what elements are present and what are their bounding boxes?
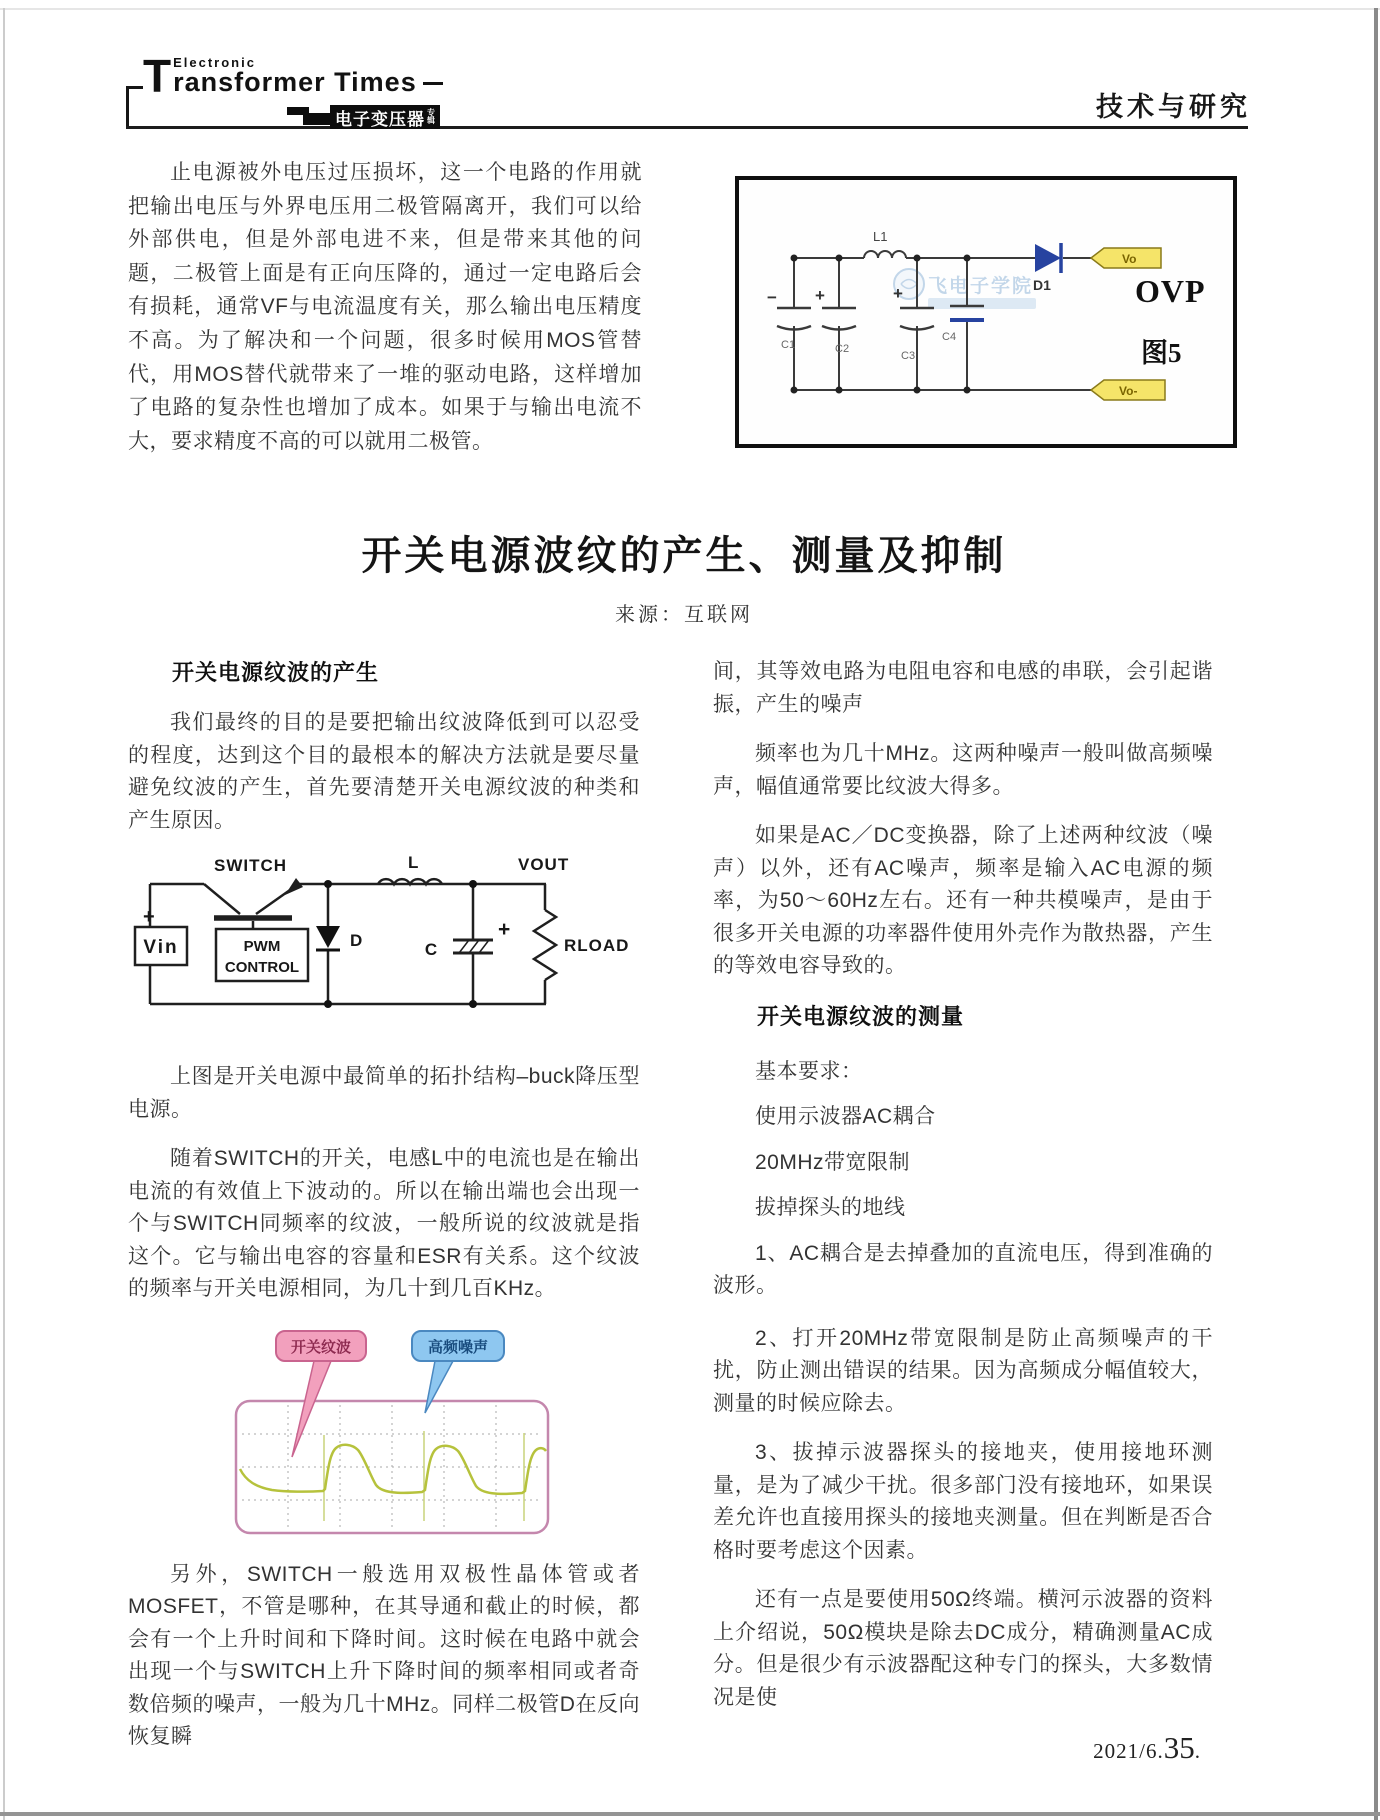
- heading-ripple-generation: 开关电源纹波的产生: [172, 660, 380, 685]
- ovp-label: OVP: [1135, 273, 1206, 309]
- magazine-logo: [143, 50, 443, 102]
- watermark-text: 飞电子学院: [928, 276, 1034, 297]
- requirement-item: 20MHz带宽限制: [755, 1150, 911, 1174]
- note-item: 1、AC耦合是去掉叠加的直流电压，得到准确的波形。: [713, 1241, 1213, 1297]
- cap3-label: C3: [901, 350, 916, 362]
- buck-converter-figure: [128, 854, 640, 1049]
- paragraph: 上图是开关电源中最简单的拓扑结构–buck降压型电源。: [128, 1065, 640, 1121]
- logo-end-dash: [423, 82, 443, 85]
- page-left-rule: [3, 8, 5, 1820]
- terminal-bottom-label: Vo-: [1119, 384, 1138, 398]
- junction-dots: [324, 880, 477, 1008]
- paragraph: 另外，SWITCH一般选用双极性晶体管或者MOSFET，不管是哪种，在其导通和截止的时候，都会有一个上升时间和下降时间。这时候在电路中就会出现一个与SWITCH上升下降时间的频率相同或者奇数倍频的噪声，一般为几十MHz。同样二极管D在反向恢复瞬: [128, 1562, 640, 1748]
- heading-ripple-measurement: 开关电源纹波的测量: [757, 1003, 965, 1029]
- rload-label: RLOAD: [564, 936, 630, 955]
- buck-converter-drawing: [128, 854, 640, 1044]
- freewheel-diode-symbol: [316, 926, 340, 948]
- cap-plus-sign: +: [498, 918, 511, 941]
- switch-ripple-label: 开关纹波: [290, 1338, 352, 1356]
- inductor-label: L: [408, 854, 419, 872]
- vin-plus-sign: +: [143, 906, 155, 928]
- watermark: [894, 269, 1036, 309]
- terminal-top-label: Vo: [1122, 252, 1137, 266]
- header-bracket-line: [126, 86, 129, 129]
- article-source: 来源：互联网: [615, 604, 753, 626]
- issue-number: 2021/6.: [1093, 1739, 1164, 1763]
- note-item: 2、打开20MHz带宽限制是防止高频噪声的干扰，防止测出错误的结果。因为高频成分幅值较大，测量的时候应除去。: [713, 1326, 1213, 1415]
- logo-initial: T: [143, 50, 172, 102]
- cap-label: C: [424, 940, 438, 959]
- ripple-waveform-drawing: [228, 1323, 558, 1538]
- vin-label: Vin: [143, 937, 179, 958]
- paragraph: 我们最终的目的是要把输出纹波降低到可以忍受的程度，达到这个目的最根本的解决方法就是要尽量避免纹波的产生，首先要清楚开关电源纹波的种类和产生原因。: [128, 711, 640, 832]
- page-right-rule: [1374, 8, 1378, 1820]
- right-column: [713, 648, 1213, 1731]
- badge-title: 电子变压器: [335, 109, 425, 129]
- diode-label: D1: [1033, 277, 1051, 293]
- figure5-caption: 图5: [1141, 338, 1182, 368]
- vout-label: VOUT: [518, 855, 570, 874]
- switch-arrow: [285, 878, 303, 895]
- ripple-waveform-figure: [128, 1323, 640, 1543]
- ovp-circuit-figure: [735, 176, 1237, 448]
- intro-paragraph: 止电源被外电压过压损坏，这一个电路的作用就把输出电压与外界电压用二极管隔离开，我们可以给外部供电，但是外部电进不来，但是带来其他的问题，二极管上面是有正向压降的，通过一定电路后会有损耗，通常VF与电流温度有关，那么输出电压精度不高。为了解决和一个问题，很多时候用MOS管替代，用MOS替代就带来了一堆的驱动电路，这样增加了电路的复杂性也增加了成本。如果于与输出电流不大，要求精度不高的可以就用二极管。: [128, 161, 642, 453]
- diode-label: D: [350, 931, 363, 950]
- hf-noise-label: 高频噪声: [427, 1338, 489, 1356]
- article-title: 开关电源波纹的产生、测量及抑制: [361, 534, 1007, 578]
- special-issue-badge: [330, 105, 440, 129]
- cap1-polarity: −: [767, 288, 777, 307]
- cap2-label: C2: [835, 343, 850, 355]
- cap1-label: C1: [781, 339, 796, 351]
- pwm-label-line1: PWM: [243, 938, 281, 955]
- pwm-label-line2: CONTROL: [224, 959, 300, 976]
- badge-subtitle: 专 辑: [427, 108, 435, 125]
- cap4-label: C4: [942, 331, 957, 343]
- circuit-wires: [794, 251, 1095, 390]
- switch-label: SWITCH: [214, 856, 288, 875]
- page-bottom-rule: [0, 1812, 1380, 1816]
- cap2-polarity: +: [815, 286, 825, 305]
- logo-electronic-text: Electronic: [173, 55, 256, 70]
- section-title: 技术与研究: [1096, 92, 1251, 122]
- ovp-circuit-drawing: [739, 180, 1233, 444]
- cap3-polarity: +: [893, 284, 903, 303]
- paragraph: 如果是AC／DC变换器，除了上述两种纹波（噪声）以外，还有AC噪声，频率是输入AC电源的频率，为50～60Hz左右。还有一种共模噪声，是由于很多开关电源的功率器件使用外壳作为散热器，产生的等效电容导致的。: [713, 824, 1213, 977]
- note-item: 还有一点是要使用50Ω终端。横河示波器的资料上介绍说，50Ω模块是除去DC成分，精确测量AC成分。但是很少有示波器配这种专门的探头，大多数情况是使: [713, 1588, 1213, 1709]
- diode-symbol: [1035, 243, 1061, 273]
- capacitor-symbols: [777, 306, 984, 330]
- header-horizontal-rule: [126, 126, 1248, 129]
- requirement-item: 使用示波器AC耦合: [755, 1105, 936, 1128]
- page-top-rule: [0, 8, 1380, 10]
- paragraph: 频率也为几十MHz。这两种噪声一般叫做高频噪声，幅值通常要比纹波大得多。: [713, 742, 1213, 798]
- inductor-label: L1: [873, 229, 888, 244]
- rload-symbol: [534, 910, 556, 980]
- requirement-item: 拔掉探头的地线: [755, 1196, 906, 1219]
- output-cap-symbol: [453, 940, 493, 953]
- paragraph: 随着SWITCH的开关，电感L中的电流也是在输出电流的有效值上下波动的。所以在输出端也会出现一个与SWITCH同频率的纹波，一般所说的纹波就是指这个。它与输出电容的容量和ESR有关系。这个纹波的频率与开关电源相同，为几十到几百KHz。: [128, 1147, 640, 1300]
- note-item: 3、拔掉示波器探头的接地夹，使用接地环测量，是为了减少干扰。很多部门没有接地环，如果误差允许也直接用探头的接地夹测量。但在判断是否合格时要考虑这个因素。: [713, 1441, 1213, 1562]
- logo-main-text: ransformer Times: [173, 69, 443, 95]
- left-column: [128, 648, 640, 1771]
- page-footer: 2021/6.35.: [1093, 1730, 1200, 1765]
- page-number: 35: [1163, 1730, 1195, 1765]
- requirements-intro: 基本要求：: [755, 1059, 863, 1083]
- paragraph: 间，其等效电路为电阻电容和电感的串联，会引起谐振，产生的噪声: [713, 660, 1213, 716]
